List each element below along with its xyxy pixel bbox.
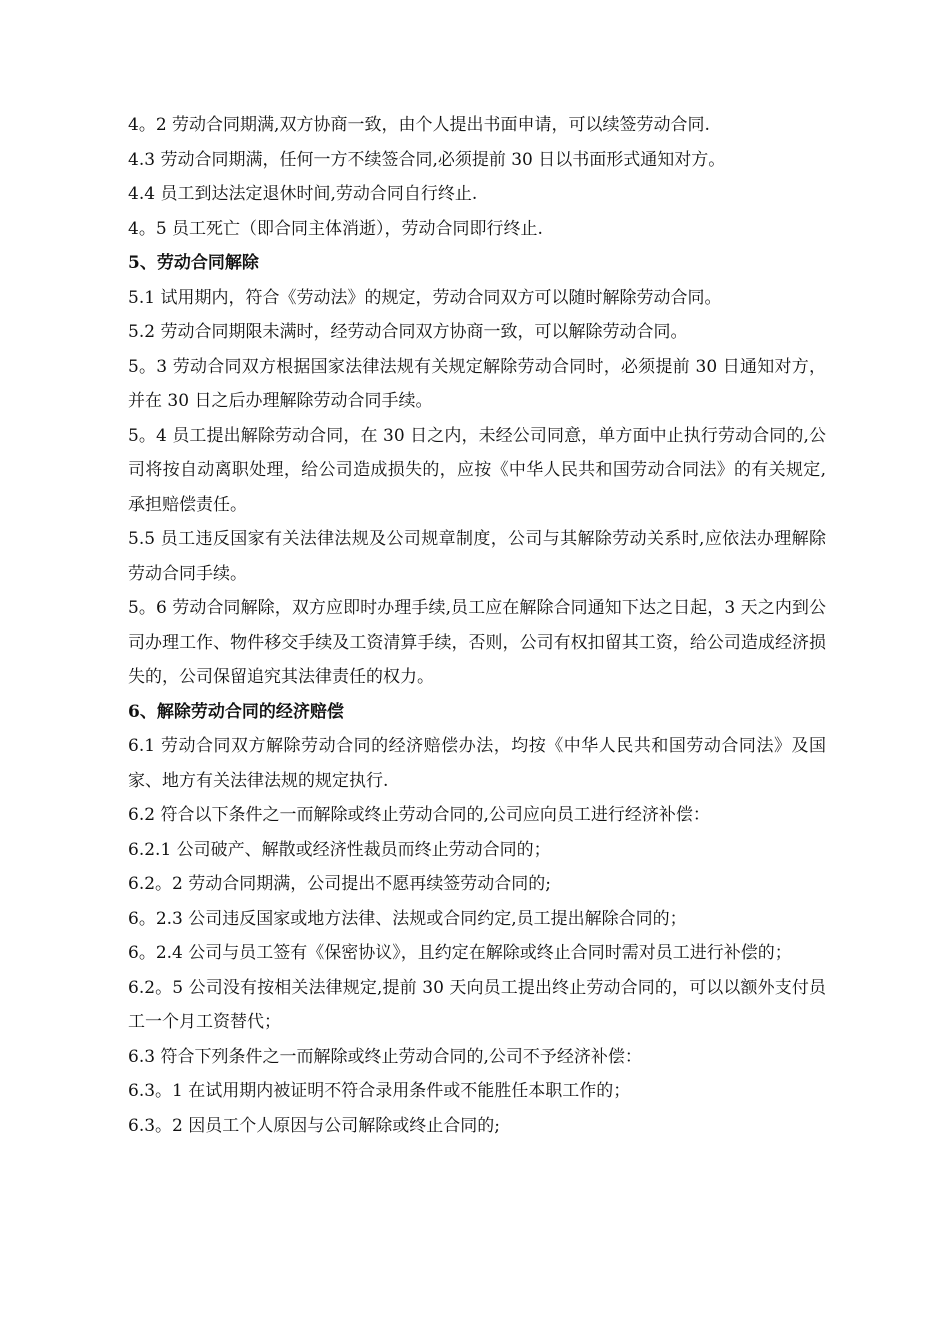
clause-6-2: 6.2 符合以下条件之一而解除或终止劳动合同的,公司应向员工进行经济补偿： <box>128 805 710 825</box>
clause-5-2: 5.2 劳动合同期限未满时，经劳动合同双方协商一致，可以解除劳动合同。 <box>128 322 688 342</box>
clause-6-1: 6.1 劳动合同双方解除劳动合同的经济赔偿办法，均按《中华人民共和国劳动合同法》及国家、地方有关法律法规的规定执行. <box>128 736 826 791</box>
clause-5-1: 5.1 试用期内，符合《劳动法》的规定，劳动合同双方可以随时解除劳动合同。 <box>128 287 722 308</box>
clause-5-4: 5。4 员工提出解除劳动合同，在 30 日之内，未经公司同意，单方面中止执行劳动合同的,公司将按自动离职处理，给公司造成损失的，应按《中华人民共和国劳动合同法》的有关规定,承担赔偿责任。 <box>128 425 826 515</box>
clause-6-2-4: 6。2.4 公司与员工签有《保密协议》，且约定在解除或终止合同时需对员工进行补偿的； <box>128 943 792 963</box>
clause-4-4: 4.4 员工到达法定退休时间,劳动合同自行终止. <box>128 184 478 204</box>
section-heading-6: 6、解除劳动合同的经济赔偿 <box>128 701 344 722</box>
clause-4-5: 4。5 员工死亡（即合同主体消逝），劳动合同即行终止. <box>128 218 543 239</box>
clause-6-2-1: 6.2.1 公司破产、解散或经济性裁员而终止劳动合同的； <box>128 839 551 860</box>
clause-4-3: 4.3 劳动合同期满，任何一方不续签合同,必须提前 30 日以书面形式通知对方。 <box>128 149 726 170</box>
clause-5-3: 5。3 劳动合同双方根据国家法律法规有关规定解除劳动合同时，必须提前 30 日通知对方，并在 30 日之后办理解除劳动合同手续。 <box>128 356 826 411</box>
clause-6-3-2: 6.3。2 因员工个人原因与公司解除或终止合同的; <box>128 1115 500 1136</box>
clause-5-5: 5.5 员工违反国家有关法律法规及公司规章制度，公司与其解除劳动关系时,应依法办理解除劳动合同手续。 <box>128 529 826 584</box>
clause-5-6: 5。6 劳动合同解除，双方应即时办理手续,员工应在解除合同通知下达之日起，3 天之内到公司办理工作、物件移交手续及工资清算手续，否则，公司有权扣留其工资，给公司造成经济损失的，公司保留追究其法律责任的权力。 <box>128 598 826 687</box>
clause-6-2-5: 6.2。5 公司没有按相关法律规定,提前 30 天向员工提出终止劳动合同的，可以以额外支付员工一个月工资替代； <box>128 977 826 1032</box>
clause-6-2-3: 6。2.3 公司违反国家或地方法律、法规或合同约定,员工提出解除合同的； <box>128 908 687 929</box>
section-heading-5: 5、劳动合同解除 <box>128 253 259 273</box>
clause-6-3-1: 6.3。1 在试用期内被证明不符合录用条件或不能胜任本职工作的； <box>128 1081 631 1101</box>
clause-6-2-2: 6.2。2 劳动合同期满，公司提出不愿再续签劳动合同的; <box>128 874 551 894</box>
clause-6-3: 6.3 符合下列条件之一而解除或终止劳动合同的,公司不予经济补偿： <box>128 1046 642 1067</box>
clause-4-2: 4。2 劳动合同期满,双方协商一致，由个人提出书面申请，可以续签劳动合同. <box>128 115 710 135</box>
document-body <box>128 108 826 1143</box>
